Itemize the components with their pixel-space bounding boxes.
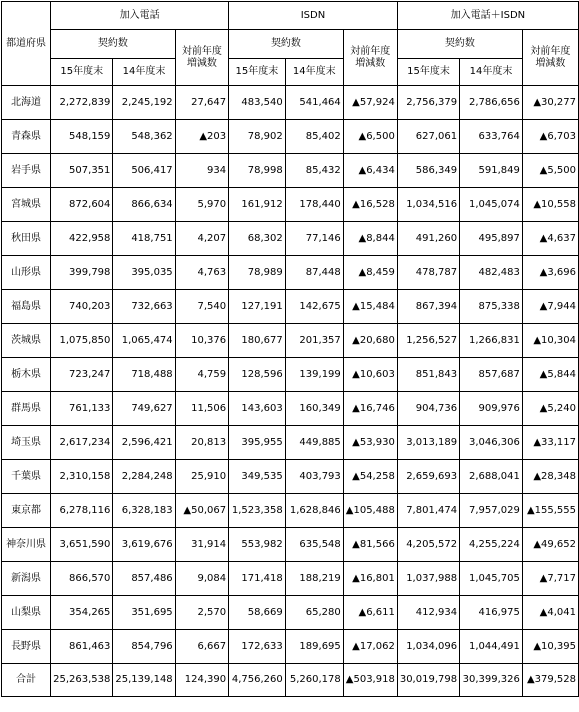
- header-yoy-isdn: 対前年度 増減数: [343, 30, 397, 86]
- kanyu-fy14-cell: 749,627: [113, 392, 175, 426]
- table-row: [2, 120, 579, 154]
- total-yoy-cell: ▲33,117: [522, 426, 578, 460]
- kanyu-fy15-cell: 548,159: [51, 120, 113, 154]
- kanyu-yoy-cell: 31,914: [175, 528, 228, 562]
- header-yoy-total: 対前年度 増減数: [522, 30, 578, 86]
- kanyu-fy14-cell: 857,486: [113, 562, 175, 596]
- kanyu-fy15-cell: 723,247: [51, 358, 113, 392]
- total-fy15-cell: 1,034,096: [397, 630, 459, 664]
- kanyu-fy15-cell: 872,604: [51, 188, 113, 222]
- prefecture-cell: 合計: [2, 664, 51, 697]
- kanyu-yoy-cell: 4,207: [175, 222, 228, 256]
- table-row: [2, 188, 579, 222]
- total-fy14-cell: 2,688,041: [460, 460, 523, 494]
- kanyu-yoy-cell: 934: [175, 154, 228, 188]
- kanyu-fy14-cell: 2,596,421: [113, 426, 175, 460]
- kanyu-yoy-cell: 7,540: [175, 290, 228, 324]
- kanyu-fy15-cell: 25,263,538: [51, 664, 113, 697]
- total-yoy-cell: ▲5,240: [522, 392, 578, 426]
- kanyu-yoy-cell: 25,910: [175, 460, 228, 494]
- total-yoy-cell: ▲3,696: [522, 256, 578, 290]
- isdn-yoy-cell: ▲16,801: [343, 562, 397, 596]
- total-fy15-cell: 478,787: [397, 256, 459, 290]
- isdn-fy14-cell: 85,402: [285, 120, 343, 154]
- total-fy14-cell: 4,255,224: [460, 528, 523, 562]
- isdn-yoy-cell: ▲6,611: [343, 596, 397, 630]
- table-row: [2, 392, 579, 426]
- kanyu-fy14-cell: 395,035: [113, 256, 175, 290]
- total-fy15-cell: 1,256,527: [397, 324, 459, 358]
- kanyu-fy15-cell: 866,570: [51, 562, 113, 596]
- kanyu-fy14-cell: 718,488: [113, 358, 175, 392]
- isdn-fy15-cell: 127,191: [229, 290, 286, 324]
- isdn-fy15-cell: 128,596: [229, 358, 286, 392]
- total-fy15-cell: 1,037,988: [397, 562, 459, 596]
- prefecture-cell: 長野県: [2, 630, 51, 664]
- prefecture-cell: 山形県: [2, 256, 51, 290]
- isdn-fy15-cell: 4,756,260: [229, 664, 286, 697]
- kanyu-yoy-cell: 20,813: [175, 426, 228, 460]
- kanyu-yoy-cell: ▲50,067: [175, 494, 228, 528]
- table-row: [2, 528, 579, 562]
- prefecture-cell: 群馬県: [2, 392, 51, 426]
- table-row: [2, 494, 579, 528]
- kanyu-fy15-cell: 3,651,590: [51, 528, 113, 562]
- total-yoy-cell: ▲28,348: [522, 460, 578, 494]
- kanyu-fy15-cell: 2,272,839: [51, 86, 113, 120]
- total-yoy-cell: ▲10,395: [522, 630, 578, 664]
- isdn-fy14-cell: 635,548: [285, 528, 343, 562]
- isdn-fy14-cell: 188,219: [285, 562, 343, 596]
- table-row: [2, 358, 579, 392]
- isdn-fy14-cell: 65,280: [285, 596, 343, 630]
- kanyu-fy14-cell: 2,284,248: [113, 460, 175, 494]
- total-fy14-cell: 495,897: [460, 222, 523, 256]
- total-fy15-cell: 30,019,798: [397, 664, 459, 697]
- isdn-yoy-cell: ▲8,459: [343, 256, 397, 290]
- header-contracts-total: 契約数: [397, 30, 522, 59]
- isdn-fy14-cell: 77,146: [285, 222, 343, 256]
- prefecture-cell: 茨城県: [2, 324, 51, 358]
- header-group-isdn: ISDN: [229, 2, 398, 30]
- total-fy14-cell: 30,399,326: [460, 664, 523, 697]
- isdn-fy15-cell: 78,902: [229, 120, 286, 154]
- isdn-yoy-cell: ▲17,062: [343, 630, 397, 664]
- isdn-yoy-cell: ▲15,484: [343, 290, 397, 324]
- isdn-fy14-cell: 87,448: [285, 256, 343, 290]
- total-fy14-cell: 875,338: [460, 290, 523, 324]
- total-yoy-cell: ▲4,637: [522, 222, 578, 256]
- kanyu-fy14-cell: 548,362: [113, 120, 175, 154]
- kanyu-yoy-cell: 2,570: [175, 596, 228, 630]
- total-fy14-cell: 7,957,029: [460, 494, 523, 528]
- isdn-fy15-cell: 483,540: [229, 86, 286, 120]
- total-yoy-cell: ▲10,558: [522, 188, 578, 222]
- header-fy15-isdn: 15年度末: [229, 59, 286, 86]
- header-fy15-kanyu: 15年度末: [51, 59, 113, 86]
- total-fy14-cell: 3,046,306: [460, 426, 523, 460]
- isdn-fy15-cell: 553,982: [229, 528, 286, 562]
- total-fy15-cell: 412,934: [397, 596, 459, 630]
- isdn-yoy-cell: ▲8,844: [343, 222, 397, 256]
- total-fy14-cell: 857,687: [460, 358, 523, 392]
- isdn-fy14-cell: 201,357: [285, 324, 343, 358]
- kanyu-yoy-cell: ▲203: [175, 120, 228, 154]
- isdn-yoy-cell: ▲81,566: [343, 528, 397, 562]
- isdn-yoy-cell: ▲53,930: [343, 426, 397, 460]
- total-yoy-cell: ▲7,717: [522, 562, 578, 596]
- kanyu-fy14-cell: 506,417: [113, 154, 175, 188]
- total-yoy-cell: ▲7,944: [522, 290, 578, 324]
- kanyu-yoy-cell: 4,759: [175, 358, 228, 392]
- isdn-yoy-cell: ▲20,680: [343, 324, 397, 358]
- kanyu-yoy-cell: 6,667: [175, 630, 228, 664]
- prefecture-cell: 埼玉県: [2, 426, 51, 460]
- table-row: [2, 256, 579, 290]
- prefecture-cell: 山梨県: [2, 596, 51, 630]
- kanyu-fy15-cell: 1,075,850: [51, 324, 113, 358]
- table-row: [2, 222, 579, 256]
- kanyu-fy15-cell: 740,203: [51, 290, 113, 324]
- kanyu-fy14-cell: 732,663: [113, 290, 175, 324]
- isdn-yoy-cell: ▲57,924: [343, 86, 397, 120]
- isdn-fy14-cell: 178,440: [285, 188, 343, 222]
- isdn-fy14-cell: 142,675: [285, 290, 343, 324]
- kanyu-fy14-cell: 418,751: [113, 222, 175, 256]
- prefecture-cell: 神奈川県: [2, 528, 51, 562]
- isdn-fy14-cell: 541,464: [285, 86, 343, 120]
- table-row: [2, 460, 579, 494]
- total-yoy-cell: ▲10,304: [522, 324, 578, 358]
- isdn-fy15-cell: 78,989: [229, 256, 286, 290]
- table-row: [2, 86, 579, 120]
- kanyu-fy14-cell: 866,634: [113, 188, 175, 222]
- prefecture-cell: 秋田県: [2, 222, 51, 256]
- isdn-fy14-cell: 85,432: [285, 154, 343, 188]
- total-fy14-cell: 1,266,831: [460, 324, 523, 358]
- isdn-fy14-cell: 5,260,178: [285, 664, 343, 697]
- isdn-fy15-cell: 161,912: [229, 188, 286, 222]
- kanyu-yoy-cell: 11,506: [175, 392, 228, 426]
- total-fy15-cell: 627,061: [397, 120, 459, 154]
- isdn-yoy-cell: ▲10,603: [343, 358, 397, 392]
- contracts-table: [1, 1, 579, 697]
- total-yoy-cell: ▲155,555: [522, 494, 578, 528]
- isdn-fy15-cell: 1,523,358: [229, 494, 286, 528]
- kanyu-fy14-cell: 854,796: [113, 630, 175, 664]
- isdn-yoy-cell: ▲6,500: [343, 120, 397, 154]
- kanyu-fy15-cell: 2,310,158: [51, 460, 113, 494]
- isdn-fy15-cell: 143,603: [229, 392, 286, 426]
- total-yoy-cell: ▲379,528: [522, 664, 578, 697]
- total-fy15-cell: 586,349: [397, 154, 459, 188]
- total-fy14-cell: 1,044,491: [460, 630, 523, 664]
- prefecture-cell: 岩手県: [2, 154, 51, 188]
- total-yoy-cell: ▲6,703: [522, 120, 578, 154]
- total-yoy-cell: ▲5,500: [522, 154, 578, 188]
- header-fy14-isdn: 14年度末: [285, 59, 343, 86]
- total-yoy-cell: ▲30,277: [522, 86, 578, 120]
- total-fy14-cell: 416,975: [460, 596, 523, 630]
- kanyu-fy14-cell: 25,139,148: [113, 664, 175, 697]
- isdn-yoy-cell: ▲16,746: [343, 392, 397, 426]
- isdn-fy15-cell: 171,418: [229, 562, 286, 596]
- total-yoy-cell: ▲5,844: [522, 358, 578, 392]
- isdn-fy15-cell: 68,302: [229, 222, 286, 256]
- kanyu-yoy-cell: 9,084: [175, 562, 228, 596]
- kanyu-fy14-cell: 2,245,192: [113, 86, 175, 120]
- total-fy14-cell: 633,764: [460, 120, 523, 154]
- isdn-yoy-cell: ▲503,918: [343, 664, 397, 697]
- total-fy14-cell: 1,045,074: [460, 188, 523, 222]
- isdn-yoy-cell: ▲54,258: [343, 460, 397, 494]
- total-fy14-cell: 482,483: [460, 256, 523, 290]
- kanyu-fy15-cell: 507,351: [51, 154, 113, 188]
- header-contracts-kanyu: 契約数: [51, 30, 176, 59]
- isdn-fy14-cell: 160,349: [285, 392, 343, 426]
- prefecture-cell: 福島県: [2, 290, 51, 324]
- kanyu-fy14-cell: 1,065,474: [113, 324, 175, 358]
- kanyu-yoy-cell: 5,970: [175, 188, 228, 222]
- isdn-yoy-cell: ▲6,434: [343, 154, 397, 188]
- header-contracts-isdn: 契約数: [229, 30, 344, 59]
- total-yoy-cell: ▲4,041: [522, 596, 578, 630]
- header-yoy-kanyu: 対前年度 増減数: [175, 30, 228, 86]
- isdn-fy14-cell: 449,885: [285, 426, 343, 460]
- total-fy15-cell: 7,801,474: [397, 494, 459, 528]
- total-fy14-cell: 909,976: [460, 392, 523, 426]
- isdn-fy15-cell: 78,998: [229, 154, 286, 188]
- isdn-fy14-cell: 139,199: [285, 358, 343, 392]
- kanyu-fy15-cell: 354,265: [51, 596, 113, 630]
- total-row: [2, 664, 579, 697]
- isdn-fy15-cell: 58,669: [229, 596, 286, 630]
- header-fy15-total: 15年度末: [397, 59, 459, 86]
- kanyu-yoy-cell: 124,390: [175, 664, 228, 697]
- isdn-fy14-cell: 1,628,846: [285, 494, 343, 528]
- total-fy14-cell: 1,045,705: [460, 562, 523, 596]
- header-group-total: 加入電話＋ISDN: [397, 2, 578, 30]
- kanyu-fy15-cell: 422,958: [51, 222, 113, 256]
- isdn-fy15-cell: 180,677: [229, 324, 286, 358]
- table-row: [2, 426, 579, 460]
- total-fy15-cell: 851,843: [397, 358, 459, 392]
- kanyu-yoy-cell: 10,376: [175, 324, 228, 358]
- isdn-fy14-cell: 189,695: [285, 630, 343, 664]
- kanyu-fy15-cell: 6,278,116: [51, 494, 113, 528]
- table-row: [2, 324, 579, 358]
- header-fy14-total: 14年度末: [460, 59, 523, 86]
- table-row: [2, 290, 579, 324]
- prefecture-cell: 千葉県: [2, 460, 51, 494]
- kanyu-yoy-cell: 27,647: [175, 86, 228, 120]
- kanyu-fy14-cell: 6,328,183: [113, 494, 175, 528]
- table-row: [2, 562, 579, 596]
- header-prefecture: 都道府県: [2, 2, 51, 86]
- total-fy15-cell: 2,659,693: [397, 460, 459, 494]
- header-fy14-kanyu: 14年度末: [113, 59, 175, 86]
- total-yoy-cell: ▲49,652: [522, 528, 578, 562]
- total-fy15-cell: 904,736: [397, 392, 459, 426]
- total-fy15-cell: 3,013,189: [397, 426, 459, 460]
- isdn-fy15-cell: 172,633: [229, 630, 286, 664]
- isdn-yoy-cell: ▲16,528: [343, 188, 397, 222]
- total-fy15-cell: 867,394: [397, 290, 459, 324]
- prefecture-cell: 北海道: [2, 86, 51, 120]
- isdn-yoy-cell: ▲105,488: [343, 494, 397, 528]
- isdn-fy14-cell: 403,793: [285, 460, 343, 494]
- prefecture-cell: 東京都: [2, 494, 51, 528]
- table-row: [2, 154, 579, 188]
- kanyu-fy15-cell: 399,798: [51, 256, 113, 290]
- isdn-fy15-cell: 349,535: [229, 460, 286, 494]
- prefecture-cell: 宮城県: [2, 188, 51, 222]
- kanyu-fy14-cell: 351,695: [113, 596, 175, 630]
- kanyu-fy15-cell: 861,463: [51, 630, 113, 664]
- total-fy15-cell: 491,260: [397, 222, 459, 256]
- table-row: [2, 630, 579, 664]
- kanyu-fy15-cell: 2,617,234: [51, 426, 113, 460]
- prefecture-cell: 青森県: [2, 120, 51, 154]
- total-fy15-cell: 4,205,572: [397, 528, 459, 562]
- kanyu-fy15-cell: 761,133: [51, 392, 113, 426]
- prefecture-cell: 新潟県: [2, 562, 51, 596]
- kanyu-fy14-cell: 3,619,676: [113, 528, 175, 562]
- isdn-fy15-cell: 395,955: [229, 426, 286, 460]
- total-fy14-cell: 591,849: [460, 154, 523, 188]
- total-fy14-cell: 2,786,656: [460, 86, 523, 120]
- table-row: [2, 596, 579, 630]
- total-fy15-cell: 2,756,379: [397, 86, 459, 120]
- prefecture-cell: 栃木県: [2, 358, 51, 392]
- kanyu-yoy-cell: 4,763: [175, 256, 228, 290]
- total-fy15-cell: 1,034,516: [397, 188, 459, 222]
- header-group-kanyu: 加入電話: [51, 2, 229, 30]
